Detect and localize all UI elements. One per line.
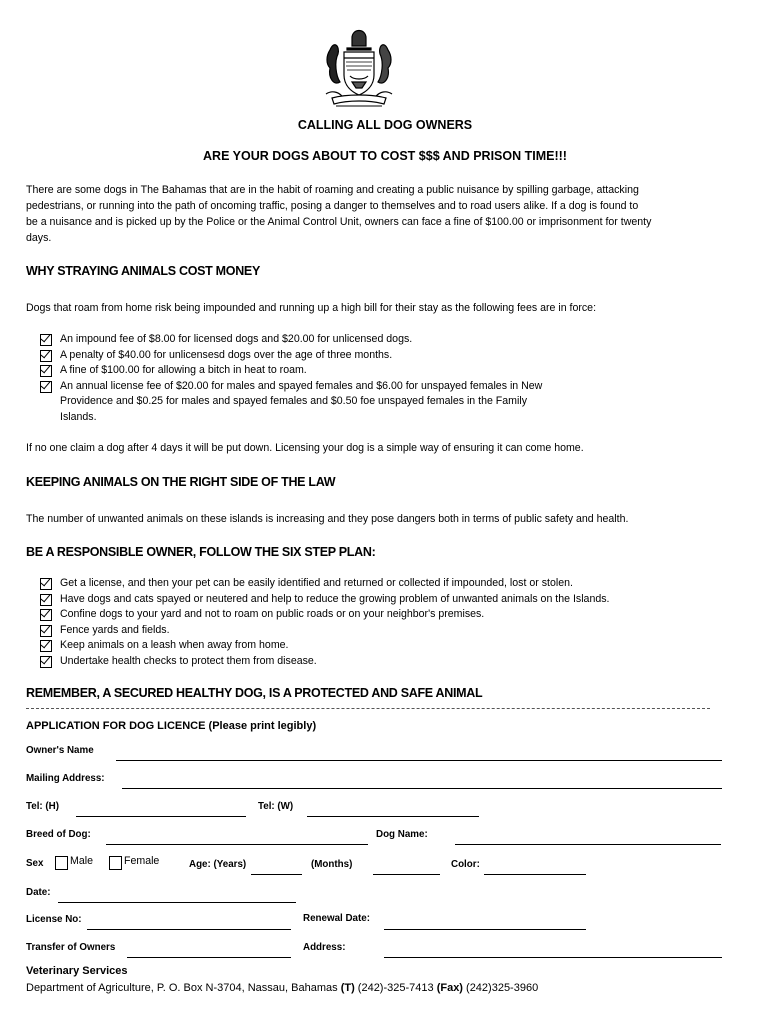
section-heading-costs: WHY STRAYING ANIMALS COST MONEY [26, 264, 261, 278]
checkmark-icon [40, 334, 52, 346]
checkmark-icon [40, 350, 52, 362]
list-item-continued: Providence and $0.25 for males and spayed females and $0.50 foe unspayed females in the Family [60, 395, 527, 408]
section-heading-law: KEEPING ANIMALS ON THE RIGHT SIDE OF THE LAW [26, 475, 336, 489]
list-item: An annual license fee of $20.00 for males and spayed females and $6.00 for unspayed females in New [40, 379, 542, 395]
fees-list [40, 332, 542, 426]
list-item: A fine of $100.00 for allowing a bitch in heat to roam. [40, 363, 542, 379]
checkmark-icon [40, 640, 52, 652]
sex-label: Sex [26, 858, 44, 869]
age-years-field[interactable] [251, 874, 302, 875]
date-field[interactable] [58, 902, 296, 903]
list-item: Confine dogs to your yard and not to roam on public roads or on your neighbor's premises. [40, 607, 609, 623]
list-item-continued: Islands. [60, 410, 97, 423]
dog-name-label: Dog Name: [376, 829, 428, 840]
cut-line-divider [26, 708, 710, 709]
checkmark-icon [40, 381, 52, 393]
bahamas-coat-of-arms-icon [322, 20, 396, 114]
footer-org: Veterinary Services [26, 965, 128, 977]
costs-lead-text: Dogs that roam from home risk being impounded and running up a high bill for their stay as the following fees are in force: [26, 302, 597, 314]
checkmark-icon [40, 609, 52, 621]
page-title: CALLING ALL DOG OWNERS [297, 118, 473, 132]
tel-work-field[interactable] [307, 816, 479, 817]
list-item: An impound fee of $8.00 for licensed dogs and $20.00 for unlicensed dogs. [40, 332, 542, 348]
female-option-label: Female [124, 855, 160, 867]
mailing-address-label: Mailing Address: [26, 773, 105, 784]
license-no-field[interactable] [87, 929, 291, 930]
intro-line: days. [26, 232, 52, 244]
list-item: Undertake health checks to protect them from disease. [40, 654, 609, 670]
owners-name-label: Owner's Name [26, 745, 94, 756]
intro-line: pedestrians, or running into the path of oncoming traffic, posing a danger to themselves and to road users alike. If a dog is found to [26, 200, 639, 212]
footer-contact: Department of Agriculture, P. O. Box N-3704, Nassau, Bahamas (T) (242)-325-7413 (Fax) (242)325-3960 [26, 982, 539, 994]
intro-paragraph [26, 182, 732, 246]
tel-home-label: Tel: (H) [26, 801, 60, 812]
owners-name-field[interactable] [116, 760, 722, 761]
tel-work-label: Tel: (W) [258, 801, 294, 812]
breed-label: Breed of Dog: [26, 829, 91, 840]
list-item: Keep animals on a leash when away from home. [40, 638, 609, 654]
costs-closing-text: If no one claim a dog after 4 days it will be put down. Licensing your dog is a simple way of ensuring it can come home. [26, 442, 584, 454]
breed-field[interactable] [106, 844, 368, 845]
age-years-label: Age: (Years) [189, 859, 247, 870]
renewal-date-field[interactable] [384, 929, 586, 930]
checkmark-icon [40, 625, 52, 637]
intro-line: There are some dogs in The Bahamas that are in the habit of roaming and creating a public nuisance by spilling garbage, attacking [26, 184, 639, 196]
male-option-label: Male [70, 855, 93, 867]
checkmark-icon [40, 365, 52, 377]
mailing-address-field[interactable] [122, 788, 722, 789]
tel-home-field[interactable] [76, 816, 246, 817]
checkmark-icon [40, 656, 52, 668]
female-checkbox[interactable] [109, 856, 122, 870]
intro-line: be a nuisance and is picked up by the Police or the Animal Control Unit, owners can face a fine of $100.00 or imprisonment for twenty [26, 216, 652, 228]
transfer-field[interactable] [127, 957, 291, 958]
address-field[interactable] [384, 957, 722, 958]
color-field[interactable] [484, 874, 586, 875]
age-months-label: (Months) [311, 859, 353, 870]
six-step-list [40, 576, 609, 670]
form-title: APPLICATION FOR DOG LICENCE (Please print legibly) [26, 720, 317, 732]
page-subtitle: ARE YOUR DOGS ABOUT TO COST $$$ AND PRISON TIME!!! [203, 149, 567, 163]
list-item: Fence yards and fields. [40, 623, 609, 639]
renewal-date-label: Renewal Date: [303, 913, 370, 924]
transfer-label: Transfer of Owners [26, 942, 116, 953]
dog-name-field[interactable] [455, 844, 721, 845]
checkmark-icon [40, 594, 52, 606]
address-label: Address: [303, 942, 346, 953]
date-label: Date: [26, 887, 51, 898]
color-label: Color: [451, 859, 480, 870]
list-item: A penalty of $40.00 for unlicensesd dogs over the age of three months. [40, 348, 542, 364]
section-heading-plan: BE A RESPONSIBLE OWNER, FOLLOW THE SIX STEP PLAN: [26, 545, 376, 559]
section-heading-remember: REMEMBER, A SECURED HEALTHY DOG, IS A PROTECTED AND SAFE ANIMAL [26, 686, 483, 700]
list-item: Have dogs and cats spayed or neutered and help to reduce the growing problem of unwanted animals on the Islands. [40, 592, 609, 608]
law-text: The number of unwanted animals on these islands is increasing and they pose dangers both in terms of public safety and health. [26, 513, 629, 525]
list-item: Get a license, and then your pet can be easily identified and returned or collected if impounded, lost or stolen. [40, 576, 609, 592]
license-no-label: License No: [26, 914, 82, 925]
male-checkbox[interactable] [55, 856, 68, 870]
checkmark-icon [40, 578, 52, 590]
age-months-field[interactable] [373, 874, 440, 875]
